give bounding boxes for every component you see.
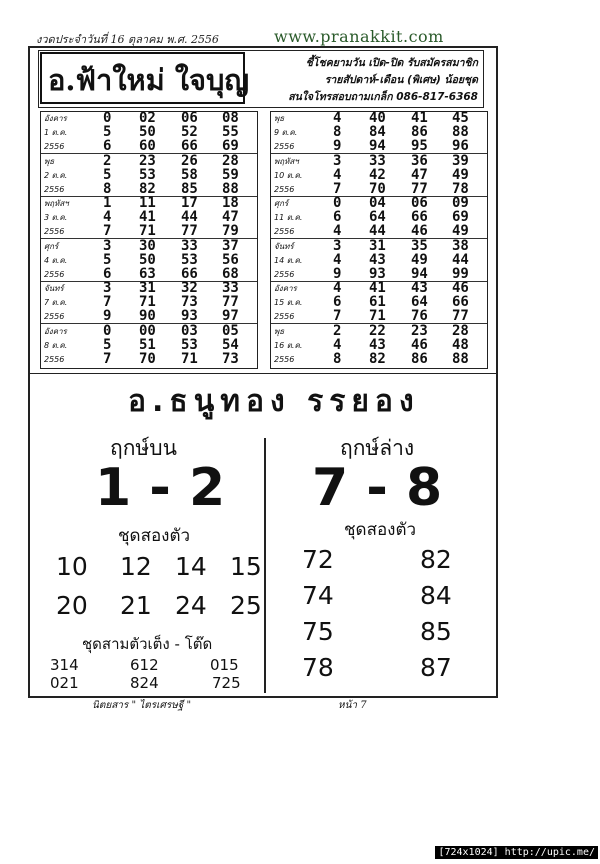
date-label: 2556 [274,269,295,279]
date-label: 2556 [274,227,295,237]
day-block [271,152,487,197]
digit-cell: 9 [333,138,342,154]
date-label: 2556 [44,184,65,194]
number-cell: 11 [139,195,156,212]
number-cell: 44 [369,223,386,240]
date-label: 9 ต.ค. [274,128,298,137]
date-label: 16 ต.ค. [274,341,303,350]
lower-two-number: 78 [302,653,334,682]
number-cell: 42 [369,166,386,183]
date-label: 2556 [274,142,295,151]
digit-cell: 4 [103,209,112,226]
number-cell: 49 [452,223,469,240]
upper-pair: 1 - 2 [95,458,226,518]
digit-cell: 0 [333,195,342,212]
date-label: อังคาร [274,284,297,294]
number-cell: 31 [369,237,386,254]
number-cell: 63 [139,265,156,282]
number-cell: 30 [139,237,156,254]
day-block [41,325,257,367]
number-cell: 28 [222,152,239,169]
number-cell: 88 [222,180,239,197]
number-cell: 08 [222,110,239,126]
date-label: 7 ต.ค. [44,298,68,308]
digit-cell: 6 [333,294,342,311]
digit-cell: 0 [103,323,112,339]
date-label: 2556 [44,269,65,279]
number-cell: 40 [369,110,386,126]
number-cell: 47 [411,166,428,183]
number-cell: 43 [411,280,428,297]
digit-cell: 3 [103,280,112,297]
number-cell: 41 [369,280,386,297]
number-row [271,353,487,367]
number-cell: 46 [411,223,428,240]
date-label: 4 ต.ค. [44,255,68,265]
number-cell: 53 [181,251,198,268]
number-cell: 00 [139,323,156,339]
date-label: 2556 [274,355,295,364]
number-cell: 56 [222,251,239,268]
number-cell: 58 [181,166,198,183]
footer-magazine: นิตยสาร " ไตรเศรษฐี " [92,700,192,711]
number-cell: 53 [181,337,198,353]
date-label: พุธ [274,327,285,336]
lower-label: ฤกษ์ล่าง [340,436,415,460]
banner-line-1: ชี้โชคยามวัน เปิด-ปิด รับสมัครสมาชิก [305,57,478,69]
number-cell: 43 [369,251,386,268]
date-label: 10 ต.ค. [274,170,303,180]
date-label: 11 ต.ค. [274,213,303,223]
number-cell: 69 [222,138,239,154]
number-cell: 77 [411,180,428,197]
number-cell: 45 [452,110,469,126]
triple-number: 725 [212,674,241,692]
number-cell: 71 [369,308,386,325]
day-block [271,197,487,239]
lower-pair: 7 - 8 [312,458,443,518]
number-cell: 73 [222,351,239,367]
upper-label: ฤกษ์บน [110,436,177,460]
number-cell: 77 [222,294,239,311]
date-label: 1 ต.ค. [44,128,68,137]
banner-title: อ.ฟ้าใหม่ ใจบุญ [48,63,250,97]
day-block [41,112,257,154]
number-cell: 77 [181,223,198,240]
day-block [41,152,257,197]
upper-two-number: 24 [175,591,207,620]
digit-cell: 0 [103,110,112,126]
date-label: พฤหัสฯ [44,199,69,209]
number-cell: 28 [452,323,469,339]
number-cell: 41 [139,209,156,226]
number-cell: 31 [139,280,156,297]
number-cell: 86 [411,351,428,367]
number-cell: 54 [222,337,239,353]
date-label: 2556 [44,142,65,151]
date-label: จันทร์ [44,284,64,294]
digit-cell: 8 [333,351,342,367]
section-divider [28,373,498,374]
digit-cell: 5 [103,337,112,353]
day-block [41,237,257,282]
digit-cell: 4 [333,251,342,268]
date-label: ศุกร์ [274,199,289,209]
number-cell: 66 [181,138,198,154]
number-cell: 66 [452,294,469,311]
number-cell: 18 [222,195,239,212]
number-cell: 96 [452,138,469,154]
upper-two-number: 14 [175,552,207,581]
digit-cell: 5 [103,166,112,183]
issue-date: งวดประจำวันที่ 16 ตุลาคม พ.ศ. 2556 [36,33,219,46]
digit-cell: 4 [333,110,342,126]
lower-two-number: 87 [420,653,452,682]
digit-cell: 4 [333,280,342,297]
day-block [271,325,487,367]
date-label: อังคาร [44,327,67,336]
digit-cell: 5 [103,124,112,140]
number-cell: 70 [139,351,156,367]
digit-cell: 2 [103,152,112,169]
day-block [271,112,487,154]
triple-number: 824 [130,674,159,692]
number-cell: 48 [452,337,469,353]
digit-cell: 2 [333,323,342,339]
digit-cell: 7 [103,294,112,311]
number-cell: 69 [452,209,469,226]
number-cell: 17 [181,195,198,212]
digit-cell: 6 [103,138,112,154]
date-label: 2556 [274,312,295,322]
digit-cell: 7 [103,351,112,367]
corner-tag: [724x1024] http://upic.me/ [435,846,598,859]
number-cell: 64 [369,209,386,226]
number-cell: 82 [369,351,386,367]
digit-cell: 3 [103,237,112,254]
digit-cell: 4 [333,337,342,353]
digit-cell: 8 [103,180,112,197]
number-row [271,140,487,154]
day-block [41,197,257,239]
number-cell: 49 [452,166,469,183]
number-cell: 41 [411,110,428,126]
number-cell: 50 [139,251,156,268]
digit-cell: 7 [333,180,342,197]
website-url[interactable]: www.pranakkit.com [274,27,444,46]
banner-line-2: รายสัปดาห์-เดือน (พิเศษ) น้อยชุด [324,74,478,86]
date-label: 2556 [44,355,65,364]
digit-cell: 9 [103,308,112,325]
number-cell: 55 [222,124,239,140]
number-cell: 06 [411,195,428,212]
date-label: พุธ [274,114,285,123]
number-cell: 88 [452,351,469,367]
number-cell: 61 [369,294,386,311]
number-cell: 76 [411,308,428,325]
day-block [271,282,487,324]
date-label: ศุกร์ [44,241,59,251]
triple-number: 314 [50,656,79,674]
number-cell: 79 [222,223,239,240]
number-cell: 52 [181,124,198,140]
number-cell: 35 [411,237,428,254]
digit-cell: 4 [333,223,342,240]
upper-two-number: 25 [230,591,262,620]
lower-set-two-label: ชุดสองตัว [344,520,417,540]
number-cell: 33 [181,237,198,254]
number-cell: 37 [222,237,239,254]
number-cell: 39 [452,152,469,169]
number-cell: 71 [139,223,156,240]
number-cell: 06 [181,110,198,126]
digit-cell: 8 [333,124,342,140]
upper-two-number: 12 [120,552,152,581]
date-label: 2 ต.ค. [44,170,68,180]
digit-cell: 1 [103,195,112,212]
upper-two-number: 15 [230,552,262,581]
digit-cell: 6 [103,265,112,282]
number-cell: 88 [452,124,469,140]
number-cell: 23 [139,152,156,169]
number-cell: 02 [139,110,156,126]
number-cell: 50 [139,124,156,140]
number-cell: 71 [139,294,156,311]
number-cell: 49 [411,251,428,268]
number-cell: 71 [181,351,198,367]
number-cell: 43 [369,337,386,353]
triple-number: 612 [130,656,159,674]
number-cell: 23 [411,323,428,339]
number-cell: 64 [411,294,428,311]
digit-cell: 4 [333,166,342,183]
number-cell: 90 [139,308,156,325]
date-label: 3 ต.ค. [44,213,68,223]
lower-two-number: 74 [302,581,334,610]
number-cell: 33 [222,280,239,297]
date-label: 8 ต.ค. [44,341,68,350]
date-label: 2556 [274,184,295,194]
number-cell: 66 [411,209,428,226]
number-cell: 84 [369,124,386,140]
number-cell: 78 [452,180,469,197]
column-divider [264,438,266,693]
number-cell: 95 [411,138,428,154]
lower-two-number: 84 [420,581,452,610]
number-cell: 97 [222,308,239,325]
number-cell: 36 [411,152,428,169]
upper-two-number: 20 [56,591,88,620]
left-number-table [40,111,258,369]
lower-two-number: 82 [420,545,452,574]
upper-set-two-label: ชุดสองตัว [118,526,191,546]
number-cell: 82 [139,180,156,197]
number-cell: 09 [452,195,469,212]
number-cell: 66 [181,265,198,282]
date-label: 15 ต.ค. [274,298,303,308]
number-cell: 68 [222,265,239,282]
triple-number: 021 [50,674,79,692]
upper-two-number: 21 [120,591,152,620]
number-cell: 46 [452,280,469,297]
digit-cell: 9 [333,265,342,282]
number-cell: 77 [452,308,469,325]
number-cell: 85 [181,180,198,197]
day-block [41,282,257,324]
date-label: อังคาร [44,114,67,123]
date-label: 2556 [44,312,65,322]
number-cell: 53 [139,166,156,183]
number-cell: 46 [411,337,428,353]
digit-cell: 6 [333,209,342,226]
number-cell: 47 [222,209,239,226]
lower-two-number: 75 [302,617,334,646]
date-label: 14 ต.ค. [274,255,303,265]
date-label: จันทร์ [274,241,294,251]
number-cell: 99 [452,265,469,282]
upper-two-number: 10 [56,552,88,581]
number-cell: 73 [181,294,198,311]
number-cell: 26 [181,152,198,169]
number-cell: 33 [369,152,386,169]
number-cell: 94 [369,138,386,154]
digit-cell: 7 [103,223,112,240]
number-cell: 04 [369,195,386,212]
date-label: พฤหัสฯ [274,156,299,166]
number-cell: 05 [222,323,239,339]
digit-cell: 3 [333,152,342,169]
banner-line-3: สนใจโทรสอบถามเกล็ก 086-817-6368 [288,91,478,103]
number-cell: 38 [452,237,469,254]
day-block [271,237,487,282]
digit-cell: 3 [333,237,342,254]
number-cell: 22 [369,323,386,339]
date-label: 2556 [44,227,65,237]
date-label: พุธ [44,156,55,166]
number-cell: 60 [139,138,156,154]
number-cell: 70 [369,180,386,197]
number-cell: 44 [452,251,469,268]
number-cell: 44 [181,209,198,226]
digit-cell: 7 [333,308,342,325]
digit-cell: 5 [103,251,112,268]
set-three-label: ชุดสามตัวเต็ง - โต๊ด [82,635,213,653]
number-cell: 32 [181,280,198,297]
lower-two-number: 85 [420,617,452,646]
number-row [41,353,257,367]
lower-two-number: 72 [302,545,334,574]
section-title: อ.ธนูทอง รรยอง [128,384,420,419]
number-cell: 59 [222,166,239,183]
number-cell: 94 [411,265,428,282]
number-row [41,140,257,154]
number-cell: 86 [411,124,428,140]
triple-number: 015 [210,656,239,674]
number-cell: 93 [181,308,198,325]
footer-page: หน้า 7 [338,700,367,711]
right-number-table [270,111,488,369]
number-cell: 51 [139,337,156,353]
number-cell: 03 [181,323,198,339]
number-cell: 93 [369,265,386,282]
